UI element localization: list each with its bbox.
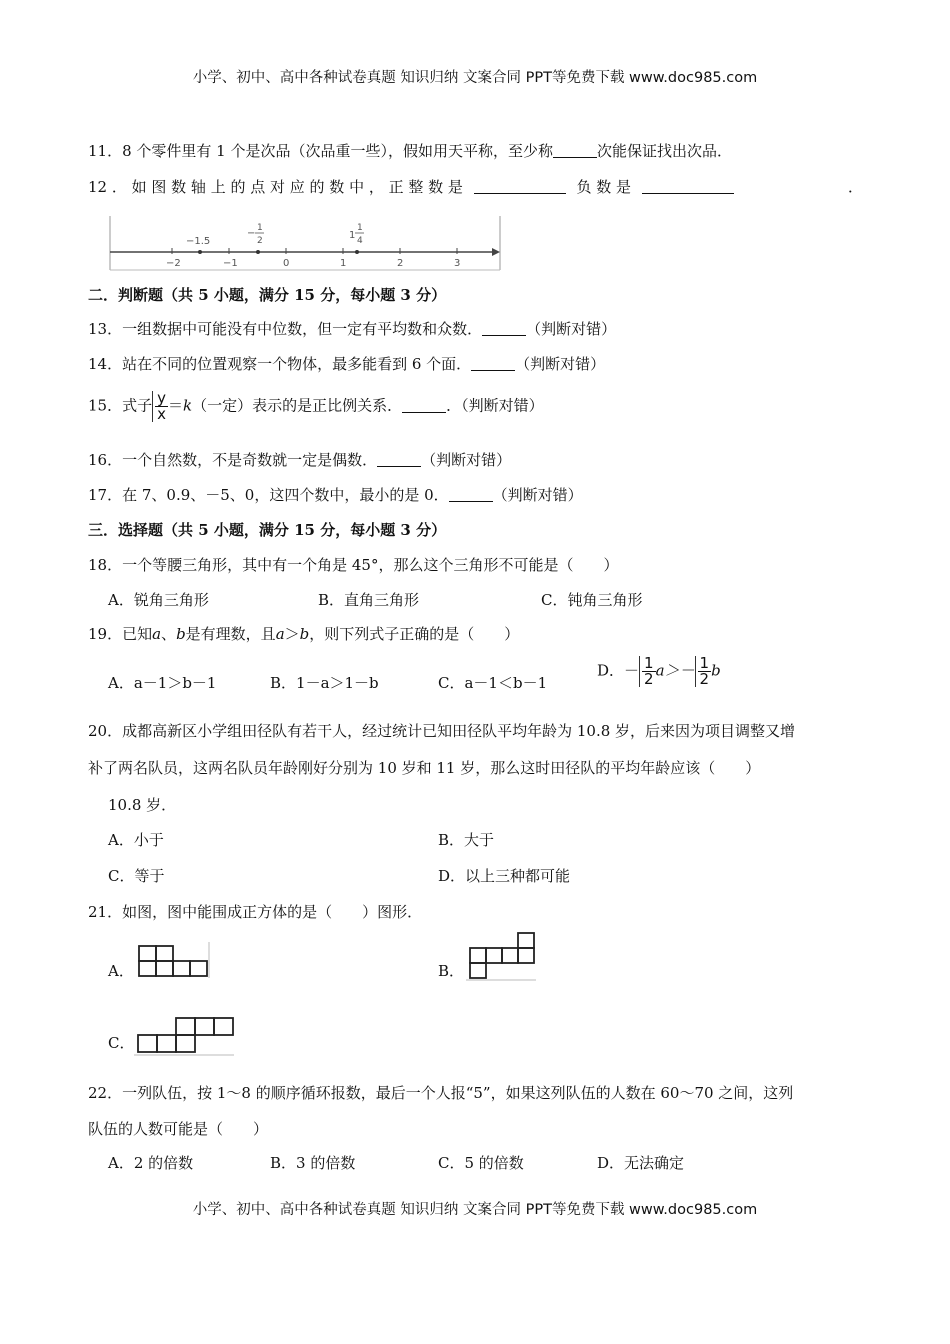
question-17 [88, 484, 583, 505]
question-14 [88, 353, 605, 374]
question-11 [88, 140, 732, 161]
q18-option-c[interactable]: C．钝角三角形 [541, 591, 643, 609]
q22-option-d[interactable]: D．无法确定 [597, 1154, 685, 1172]
q19-d-frac-1 [639, 656, 656, 687]
q19-d-den: 2 [644, 670, 654, 688]
q18-stem: 18．一个等腰三角形，其中有一个角是 45°，那么这个三角形不可能是（ ） [88, 556, 619, 574]
q22-line-1: 22．一列队伍，按 1～8 的顺序循环报数，最后一个人报“5”，如果这列队伍的人数在 60～70 之间，这列 [88, 1084, 794, 1102]
question-12 [88, 176, 740, 197]
section-3-title: 三．选择题（共 5 小题，满分 15 分，每小题 3 分） [88, 521, 447, 539]
net-square [518, 933, 534, 948]
q12-blank-positive[interactable] [474, 179, 566, 194]
q17-tail: （判断对错） [492, 486, 583, 504]
q19-a: a [152, 625, 162, 643]
q12-text-2: 负 数 是 [576, 178, 632, 196]
q15-k: k [183, 396, 193, 415]
q19-sep: 、 [161, 625, 177, 643]
q19-option-a[interactable]: A．a－1＞b－1 [108, 674, 217, 692]
net-square [195, 1018, 214, 1035]
point-neg-1-5 [198, 250, 202, 254]
q15-tail: ．（判断对错） [446, 396, 544, 415]
q19-d-frac-2 [695, 656, 712, 687]
q20-line-1: 20．成都高新区小学组田径队有若干人，经过统计已知田径队平均年龄为 10.8 岁，后来因为项目调整又增 [88, 722, 796, 740]
q20-line-3: 10.8 岁． [108, 796, 177, 814]
label-neg-half-num: 1 [257, 223, 263, 233]
q18-option-a[interactable]: A．锐角三角形 [108, 591, 209, 609]
q20-option-d[interactable]: D．以上三种都可能 [438, 867, 571, 885]
tick-label: 0 [283, 258, 290, 269]
q15-numerator: y [157, 389, 166, 407]
q19-d-num-2: 1 [699, 654, 710, 672]
q19-stem [88, 623, 519, 644]
q22-line-2: 队伍的人数可能是（ ） [88, 1120, 269, 1138]
label-neg-half-den: 2 [257, 236, 263, 246]
q21-option-b-label[interactable]: B． [438, 962, 465, 980]
q13-text: 13．一组数据中可能没有中位数，但一定有平均数和众数． [88, 320, 483, 338]
q17-answer-blank[interactable] [449, 487, 493, 502]
q13-tail: （判断对错） [526, 320, 617, 338]
q16-text: 16．一个自然数，不是奇数就一定是偶数． [88, 451, 378, 469]
tick-label: 3 [454, 258, 461, 269]
tick-label: −2 [166, 258, 181, 269]
q14-answer-blank[interactable] [471, 356, 515, 371]
q22-option-b[interactable]: B．3 的倍数 [270, 1154, 356, 1172]
page-footer: 小学、初中、高中各种试卷真题 知识归纳 文案合同 PPT等免费下载 www.doc985.com [192, 1202, 758, 1218]
q22-option-a[interactable]: A．2 的倍数 [108, 1154, 194, 1172]
q20-line-2: 补了两名队员，这两名队员年龄刚好分别为 10 岁和 11 岁，那么这时田径队的平均年龄应该（ ） [88, 759, 761, 777]
question-13 [88, 318, 616, 339]
q21-stem: 21．如图，图中能围成正方体的是（ ）图形． [88, 903, 423, 921]
q19-post: ，则下列式子正确的是（ ） [309, 625, 520, 643]
point-neg-half [256, 250, 260, 254]
q19-b2: b [299, 625, 310, 643]
q14-text: 14．站在不同的位置观察一个物体，最多能看到 6 个面． [88, 355, 472, 373]
question-16 [88, 449, 511, 470]
q19-option-d[interactable] [597, 656, 721, 687]
q19-d-var2: b [711, 661, 721, 680]
label-one-quarter-whole: 1 [349, 230, 356, 241]
label-one-quarter-num: 1 [357, 223, 363, 233]
q14-tail: （判断对错） [515, 355, 606, 373]
section-2-title: 二．判断题（共 5 小题，满分 15 分，每小题 3 分） [88, 286, 447, 304]
q12-text: 12 ． 如 图 数 轴 上 的 点 对 应 的 数 中 ， 正 整 数 是 [88, 178, 463, 196]
q19-b: b [176, 625, 186, 643]
point-one-quarter [355, 250, 359, 254]
q21-net-b[interactable] [464, 930, 538, 982]
net-square [139, 946, 156, 961]
q12-end: ． [848, 178, 864, 196]
q22-option-c[interactable]: C．5 的倍数 [438, 1154, 524, 1172]
net-square [157, 1035, 176, 1052]
net-square [486, 948, 502, 963]
q19-d-den-2: 2 [699, 670, 710, 688]
q21-option-a-label[interactable]: A． [108, 962, 134, 980]
q19-option-b[interactable]: B．1－a＞1－b [270, 674, 379, 692]
q15-pre: 15．式子 [88, 396, 153, 415]
tick-label: −1 [223, 258, 238, 269]
q19-a2: a [275, 625, 285, 643]
page-header: 小学、初中、高中各种试卷真题 知识归纳 文案合同 PPT等免费下载 www.doc985.com [192, 70, 758, 86]
tick-label: 1 [340, 258, 347, 269]
axis-ticks [172, 248, 457, 254]
q19-d-label: D． [597, 661, 625, 680]
net-square [156, 961, 173, 976]
q16-tail: （判断对错） [421, 451, 512, 469]
q21-net-a[interactable] [136, 942, 212, 980]
net-square [214, 1018, 233, 1035]
label-one-quarter-den: 4 [357, 236, 363, 246]
q20-option-a[interactable]: A．小于 [108, 831, 164, 849]
q11-text: 11．8 个零件里有 1 个是次品（次品重一些），假如用天平称，至少称 [88, 142, 553, 160]
q12-blank-negative[interactable] [642, 179, 734, 194]
net-square [139, 961, 156, 976]
net-square [176, 1035, 195, 1052]
q20-option-c[interactable]: C．等于 [108, 867, 165, 885]
q19-option-c[interactable]: C．a－1＜b－1 [438, 674, 548, 692]
q15-denominator: x [157, 405, 166, 423]
q11-text-end: 次能保证找出次品． [596, 142, 732, 160]
q19-d-minus: － [624, 661, 640, 680]
q15-post: （一定）表示的是正比例关系． [192, 396, 403, 415]
q18-option-b[interactable]: B．直角三角形 [318, 591, 420, 609]
q19-pre: 19．已知 [88, 625, 153, 643]
q11-answer-blank[interactable] [553, 143, 597, 158]
q21-net-c[interactable] [132, 1014, 236, 1058]
q20-option-b[interactable]: B．大于 [438, 831, 495, 849]
net-square [176, 1018, 195, 1035]
net-square [470, 948, 486, 963]
q15-fraction [152, 391, 168, 422]
q19-d-num: 1 [644, 654, 654, 672]
axis-arrow [492, 248, 500, 256]
label-neg-half-minus: − [247, 228, 256, 239]
q15-equals: ＝ [167, 396, 183, 415]
net-square [173, 961, 190, 976]
q13-answer-blank[interactable] [482, 321, 526, 336]
q15-answer-blank[interactable] [402, 398, 446, 413]
q19-gt: ＞ [284, 625, 300, 643]
net-square [518, 948, 534, 963]
q17-text: 17．在 7、0.9、－5、0，这四个数中，最小的是 0． [88, 486, 449, 504]
net-square [156, 946, 173, 961]
q19-d-var1: a＞－ [655, 661, 695, 680]
q16-answer-blank[interactable] [377, 452, 421, 467]
question-15 [88, 391, 544, 422]
q19-mid: 是有理数，且 [185, 625, 276, 643]
net-square [190, 961, 207, 976]
q21-option-c-label[interactable]: C． [108, 1034, 135, 1052]
net-square [470, 963, 486, 978]
tick-label: 2 [397, 258, 404, 269]
label-neg-1-5: −1.5 [186, 236, 211, 247]
number-line-figure [108, 216, 506, 272]
net-square [138, 1035, 157, 1052]
net-square [502, 948, 518, 963]
